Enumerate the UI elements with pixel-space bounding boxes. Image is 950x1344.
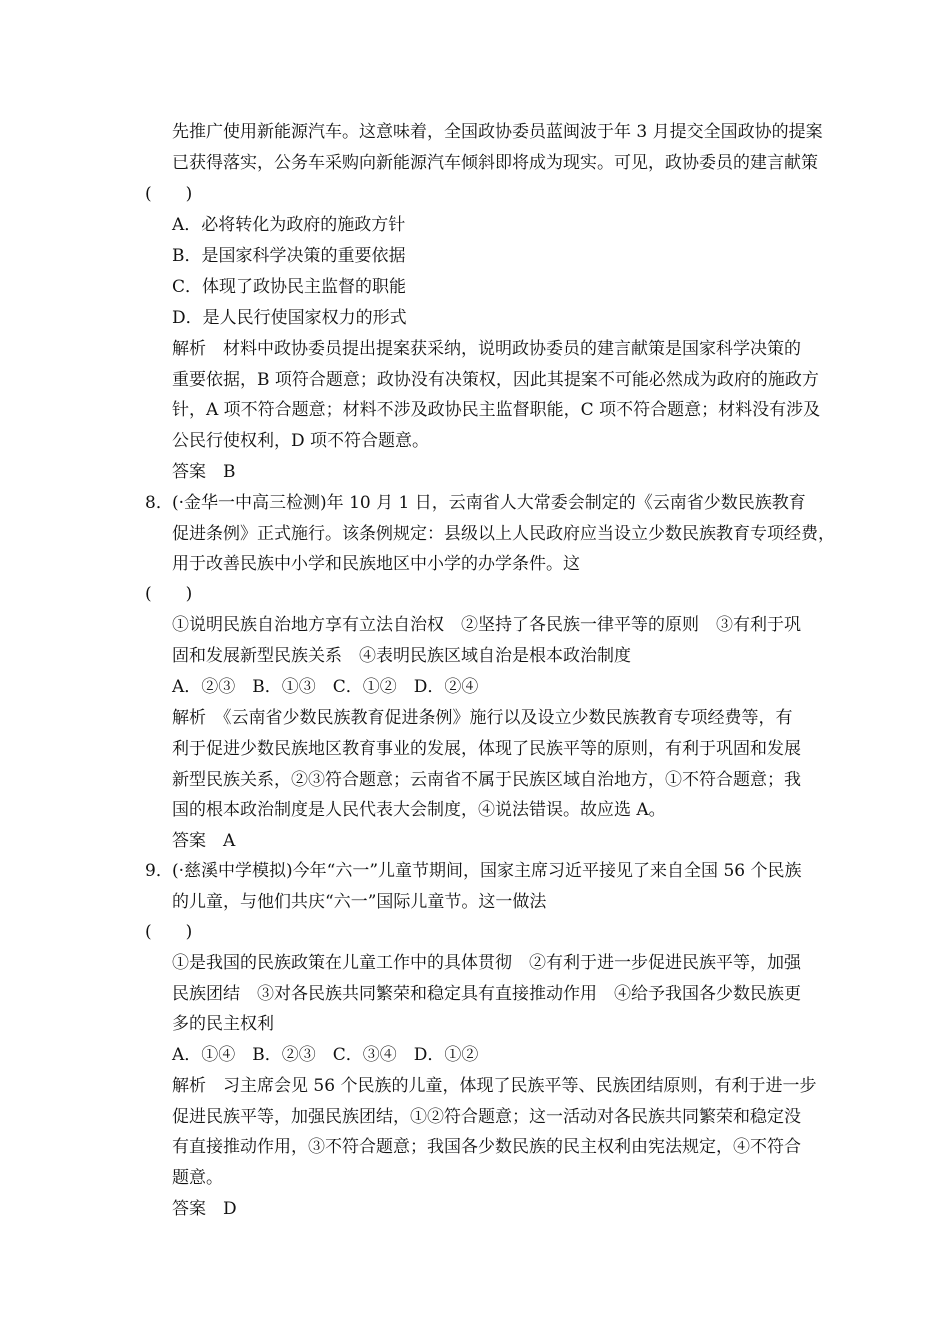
- q8-analysis-line-1: 解析 《云南省少数民族教育促进条例》施行以及设立少数民族教育专项经费等，有: [172, 708, 793, 728]
- q9-stem-line-1: (·慈溪中学模拟)今年“六一”儿童节期间，国家主席习近平接见了来自全国 56 个民族: [172, 861, 802, 881]
- q7-answer-paren: ( ): [145, 184, 193, 204]
- q8-answer-paren: ( ): [145, 584, 193, 604]
- q9-statements-line-1: ①是我国的民族政策在儿童工作中的具体贯彻 ②有利于进一步促进民族平等，加强: [172, 953, 801, 973]
- q8-analysis-line-2: 利于促进少数民族地区教育事业的发展，体现了民族平等的原则，有利于巩固和发展: [172, 739, 801, 759]
- q7-option-c: C．体现了政协民主监督的职能: [172, 277, 407, 297]
- q9-analysis-line-3: 有直接推动作用，③不符合题意；我国各少数民族的民主权利由宪法规定，④不符合: [172, 1137, 801, 1157]
- q8-statements-line-2: 固和发展新型民族关系 ④表明民族区域自治是根本政治制度: [172, 646, 631, 666]
- q8-analysis-line-4: 国的根本政治制度是人民代表大会制度，④说法错误。故应选 A。: [172, 800, 666, 820]
- q8-statements-line-1: ①说明民族自治地方享有立法自治权 ②坚持了各民族一律平等的原则 ③有利于巩: [172, 615, 801, 635]
- q8-stem-line-2: 促进条例》正式施行。该条例规定：县级以上人民政府应当设立少数民族教育专项经费，: [172, 524, 835, 544]
- q8-analysis-line-3: 新型民族关系，②③符合题意；云南省不属于民族区域自治地方，①不符合题意；我: [172, 770, 801, 790]
- q8-answer: 答案 A: [172, 831, 236, 851]
- q9-number: 9．: [145, 861, 173, 881]
- q9-analysis-line-4: 题意。: [172, 1168, 223, 1188]
- q7-analysis-line-1: 解析 材料中政协委员提出提案获采纳，说明政协委员的建言献策是国家科学决策的: [172, 339, 801, 359]
- q9-statements-line-2: 民族团结 ③对各民族共同繁荣和稳定具有直接推动作用 ④给予我国各少数民族更: [172, 984, 801, 1004]
- q8-stem-line-1: (·金华一中高三检测)年 10 月 1 日，云南省人大常委会制定的《云南省少数民族教育: [172, 493, 806, 513]
- q7-stem-line-2: 已获得落实，公务车采购向新能源汽车倾斜即将成为现实。可见，政协委员的建言献策: [172, 153, 818, 173]
- q9-answer-paren: ( ): [145, 922, 193, 942]
- q8-options: A．②③ B．①③ C．①② D．②④: [172, 677, 479, 697]
- q7-stem-line-1: 先推广使用新能源汽车。这意味着，全国政协委员蓝闽波于年 3 月提交全国政协的提案: [172, 122, 823, 142]
- q8-number: 8．: [145, 493, 173, 513]
- q8-stem-line-3: 用于改善民族中小学和民族地区中小学的办学条件。这: [172, 554, 580, 574]
- q9-options: A．①④ B．②③ C．③④ D．①②: [172, 1045, 479, 1065]
- q7-analysis-line-4: 公民行使权利，D 项不符合题意。: [172, 431, 430, 451]
- q9-answer: 答案 D: [172, 1199, 237, 1219]
- q7-analysis-line-2: 重要依据，B 项符合题意；政协没有决策权，因此其提案不可能必然成为政府的施政方: [172, 370, 819, 390]
- q9-statements-line-3: 多的民主权利: [172, 1014, 274, 1034]
- q7-option-d: D．是人民行使国家权力的形式: [172, 308, 407, 328]
- q7-analysis-line-3: 针，A 项不符合题意；材料不涉及政协民主监督职能，C 项不符合题意；材料没有涉及: [172, 400, 821, 420]
- q9-stem-line-2: 的儿童，与他们共庆“六一”国际儿童节。这一做法: [172, 892, 547, 912]
- q9-analysis-line-1: 解析 习主席会见 56 个民族的儿童，体现了民族平等、民族团结原则，有利于进一步: [172, 1076, 817, 1096]
- q9-analysis-line-2: 促进民族平等，加强民族团结，①②符合题意；这一活动对各民族共同繁荣和稳定没: [172, 1107, 801, 1127]
- q7-option-a: A．必将转化为政府的施政方针: [172, 215, 406, 235]
- q7-answer: 答案 B: [172, 462, 236, 482]
- q7-option-b: B．是国家科学决策的重要依据: [172, 246, 406, 266]
